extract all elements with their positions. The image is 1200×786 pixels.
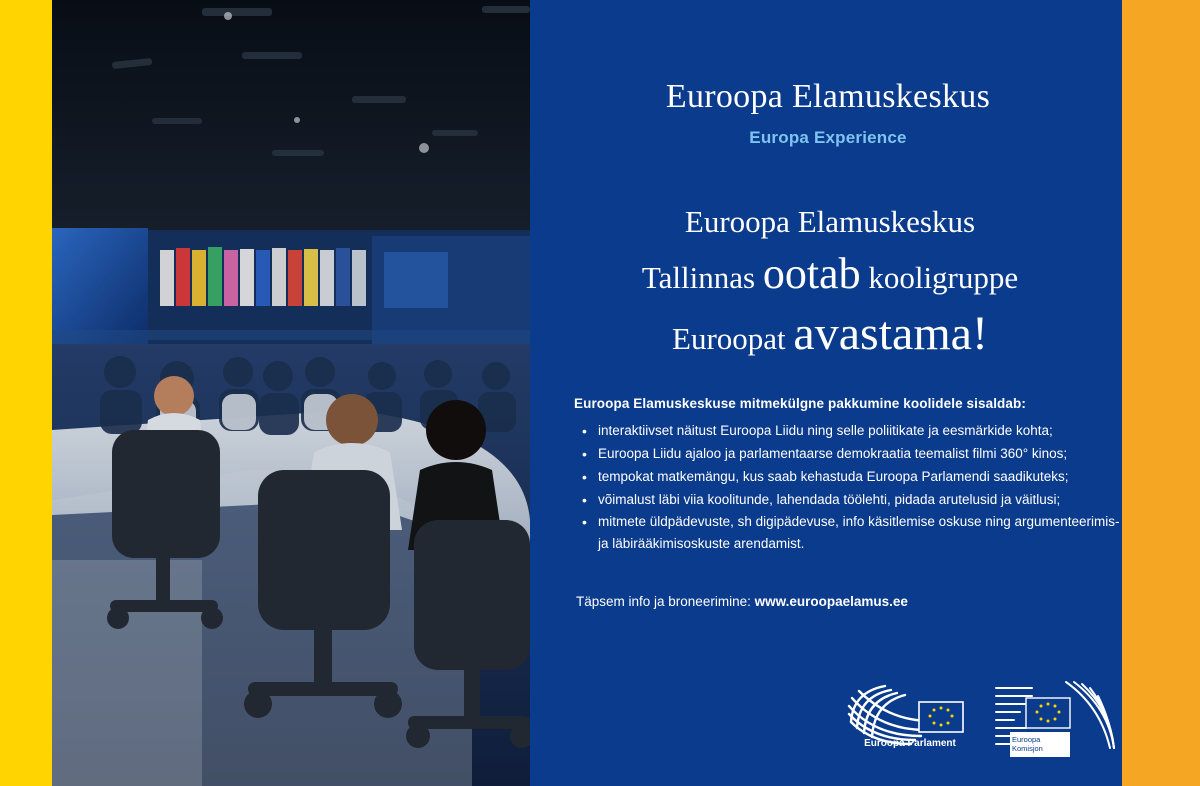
list-item: • võimalust läbi viia koolitunde, lahendada töölehti, pidada arutelusid ja väitlusi;	[576, 489, 1121, 511]
headline-line-3-emphasis: avastama!	[793, 306, 988, 360]
headline-line-1: Euroopa Elamuskeskus	[684, 204, 976, 239]
offer-lead-text: Euroopa Elamuskeskuse mitmekülgne pakkumine koolidele sisaldab:	[574, 396, 1026, 411]
photo-classroom	[52, 0, 530, 786]
headline-line-2-part-c: kooligruppe	[860, 260, 1019, 296]
european-commission-logo-caption	[1010, 732, 1070, 757]
commission-caption-line-1: Euroopa	[1012, 735, 1041, 744]
website-link[interactable]: www.euroopaelamus.ee	[754, 594, 908, 609]
brand-title: Euroopa Elamuskeskus	[665, 78, 991, 115]
list-item: • interaktiivset näitust Euroopa Liidu ning selle poliitikate ja eesmärkide kohta;	[576, 420, 1121, 442]
list-item: • Euroopa Liidu ajaloo ja parlamentaarse demokraatia teemalist filmi 360° kinos;	[576, 443, 1121, 465]
headline-line-3-part-a: Euroopat	[672, 320, 794, 356]
commission-caption-line-2: Komisjon	[1012, 744, 1043, 754]
headline-line-3	[560, 308, 1100, 360]
brand-subtitle: Europa Experience	[749, 128, 907, 147]
content-panel	[530, 0, 1122, 786]
european-parliament-logo-caption: Euroopa Parlament	[864, 738, 956, 749]
headline-line-2-part-a: Tallinnas	[641, 260, 763, 296]
list-item: • mitmete üldpädevuste, sh digipädevuse, info käsitlemise oskuse ning argumenteerimis- ja läbirääkimisoskuste arendamist.	[576, 511, 1121, 555]
european-parliament-logo	[845, 676, 975, 762]
right-orange-band	[1150, 0, 1200, 786]
offer-list	[576, 420, 1121, 556]
left-yellow-band	[0, 0, 52, 786]
list-item: • tempokat matkemängu, kus saab kehastuda Euroopa Parlamendi saadikuteks;	[576, 466, 1121, 488]
headline-line-2-emphasis: ootab	[762, 249, 861, 299]
booking-note-label: Täpsem info ja broneerimine:	[576, 594, 755, 609]
right-orange-band-inner	[1122, 0, 1150, 786]
booking-note	[576, 594, 1121, 609]
headline	[560, 205, 1100, 360]
headline-line-2	[560, 250, 1100, 298]
